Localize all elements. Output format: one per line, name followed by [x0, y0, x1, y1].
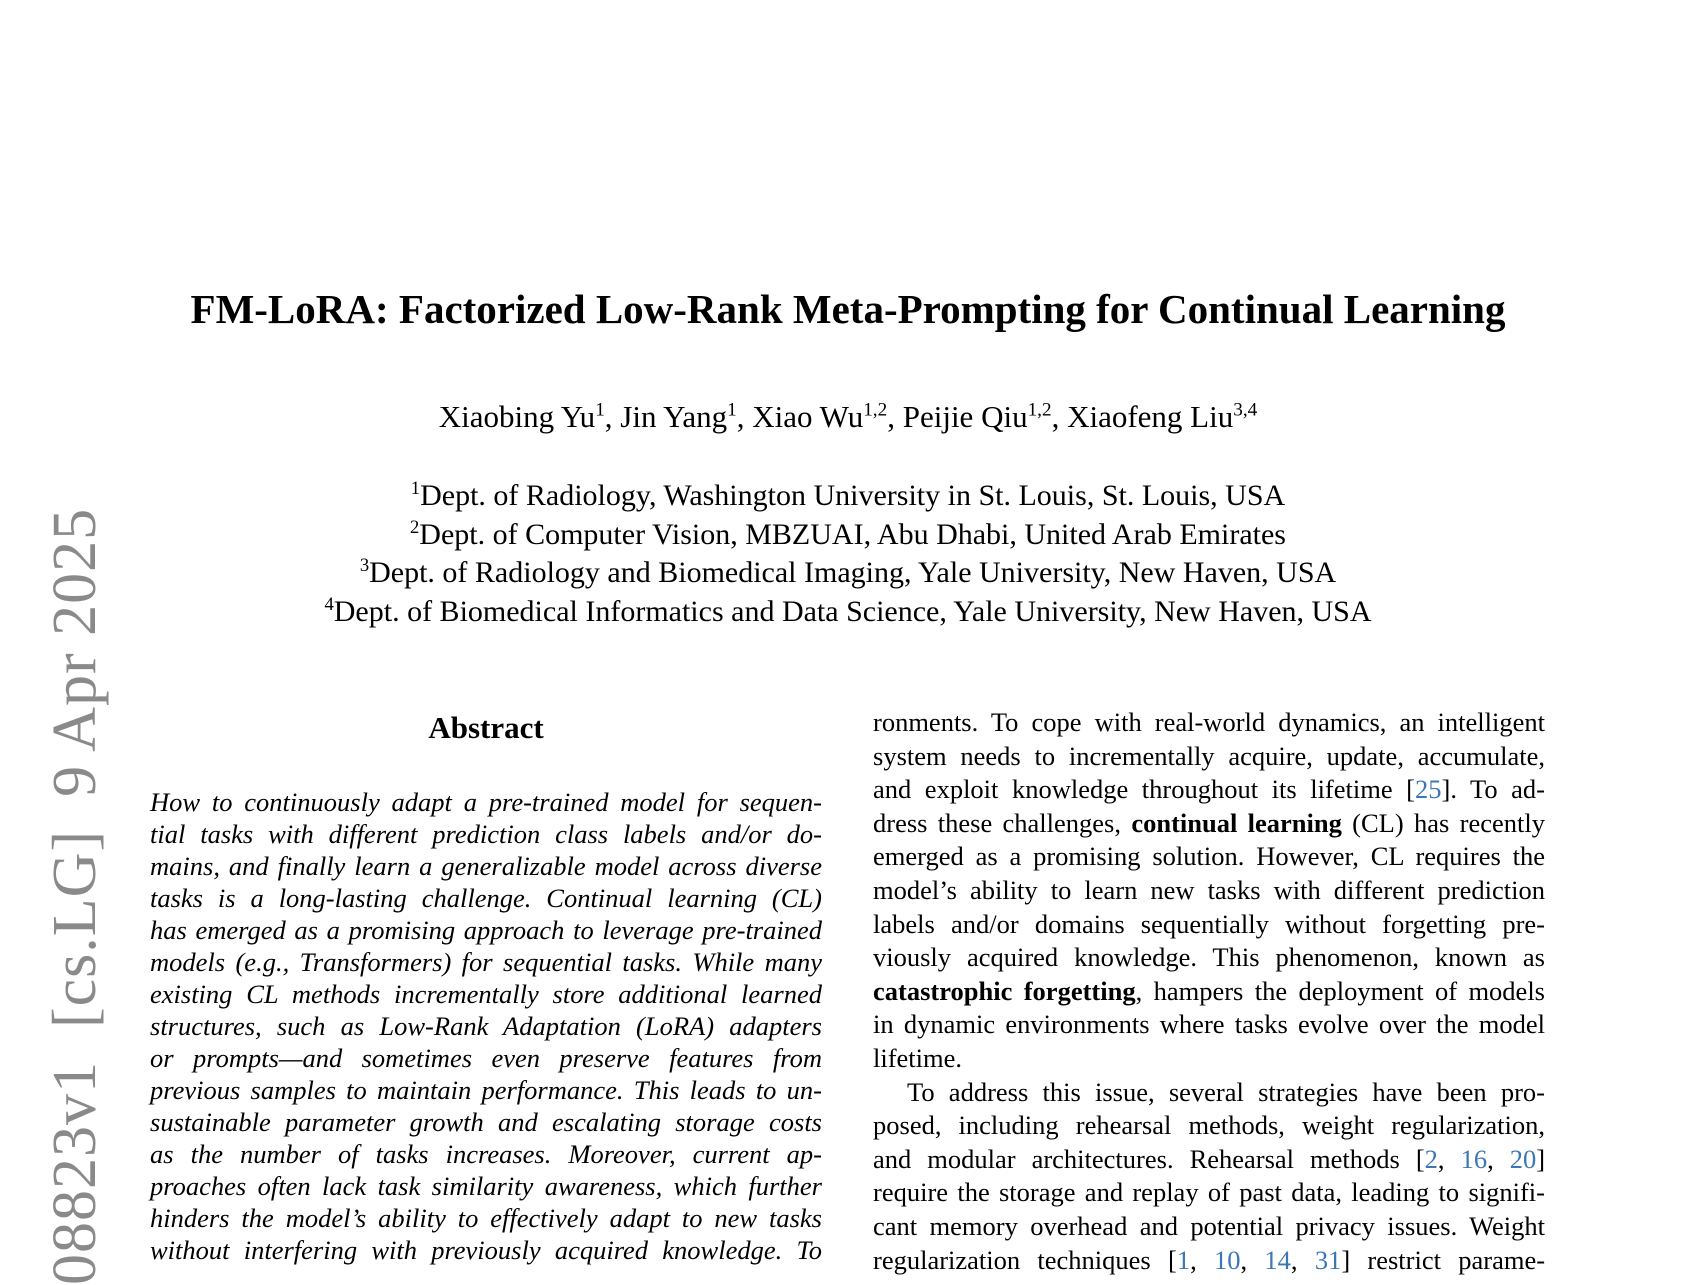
abstract-line: tasks is a long-lasting challenge. Continual learning (CL) [150, 883, 822, 913]
bold-term: continual learning [1131, 807, 1342, 838]
abstract-line: or prompts—and sometimes even preserve features from [150, 1043, 822, 1073]
affiliation-line: $^2$Dept. of Computer Vision, MBZUAI, Abu Dhabi, United Arab Emirates [409, 516, 1286, 551]
citation-link[interactable]: 25 [1415, 774, 1442, 805]
abstract-line: mains, and finally learn a generalizable model across diverse [150, 851, 822, 881]
citation-link[interactable]: 14 [1264, 1244, 1291, 1275]
author-line: Xiaobing Yu$^1$, Jin Yang$^1$, Xiao Wu$^{1,2}$, Peijie Qiu$^{1,2}$, Xiaofeng Liu$^{3,4}$ [438, 399, 1258, 434]
body-text-line: regularization techniques [1, 10, 14, 31] restrict parame- [873, 1244, 1546, 1275]
abstract-line: has emerged as a promising approach to leverage pre-trained [150, 915, 822, 945]
abstract-line: sustainable parameter growth and escalating storage costs [150, 1107, 822, 1137]
body-text-line: and modular architectures. Rehearsal methods [2, 16, 20] [873, 1143, 1546, 1174]
author-affiliation-marker: 1 [595, 399, 605, 421]
body-text-line: require the storage and replay of past data, leading to signifi- [873, 1177, 1545, 1208]
abstract-line: How to continuously adapt a pre-trained model for sequen- [150, 787, 822, 817]
abstract-line: previous samples to maintain performance. This leads to un- [150, 1075, 822, 1105]
abstract-line: as the number of tasks increases. Moreover, current ap- [150, 1139, 822, 1169]
author-affiliation-marker: 1,2 [1027, 399, 1052, 421]
citation-link[interactable]: 1 [1176, 1244, 1191, 1275]
body-text-line: cant memory overhead and potential privacy issues. Weight [873, 1210, 1545, 1241]
author: Peijie Qiu$^{1,2}$ [902, 399, 1052, 434]
affiliation-line: $^3$Dept. of Radiology and Biomedical Imaging, Yale University, New Haven, USA [359, 555, 1337, 590]
body-text-line: and exploit knowledge throughout its lifetime [25]. To ad- [873, 774, 1545, 805]
body-text-line: in dynamic environments where tasks evolve over the model [873, 1009, 1545, 1040]
abstract-line: existing CL methods incrementally store additional learned [150, 979, 822, 1009]
author-affiliation-marker: 3,4 [1233, 399, 1258, 421]
paper-title: FM-LoRA: Factorized Low-Rank Meta-Prompting for Continual Learning [190, 286, 1506, 332]
citation-link[interactable]: 2 [1424, 1143, 1438, 1174]
abstract-line: tial tasks with different prediction class labels and/or do- [150, 819, 822, 849]
body-text-line: system needs to incrementally acquire, update, accumulate, [873, 740, 1545, 771]
body-text-line: posed, including rehearsal methods, weight regularization, [873, 1110, 1545, 1141]
author: Xiaofeng Liu$^{3,4}$ [1067, 399, 1258, 434]
affiliation-marker: 2 [409, 516, 420, 538]
affiliation-line: $^1$Dept. of Radiology, Washington University in St. Louis, St. Louis, USA [410, 478, 1286, 512]
body-text-line: catastrophic forgetting, hampers the deployment of models [873, 975, 1545, 1006]
citation-link[interactable]: 16 [1460, 1143, 1488, 1174]
abstract-line: proaches often lack task similarity awareness, which further [150, 1171, 822, 1201]
affiliation-marker: 3 [359, 555, 370, 577]
abstract-heading: Abstract [428, 710, 544, 745]
body-text-line: labels and/or domains sequentially without forgetting pre- [873, 908, 1545, 939]
abstract-line: structures, such as Low-Rank Adaptation (LoRA) adapters [150, 1011, 822, 1041]
abstract-line: hinders the model’s ability to effectively adapt to new tasks [150, 1203, 822, 1233]
body-text-line: viously acquired knowledge. This phenomenon, known as [873, 942, 1545, 973]
abstract-line: models (e.g., Transformers) for sequential tasks. While many [150, 947, 822, 977]
bold-term: catastrophic forgetting [873, 975, 1136, 1006]
citation-link[interactable]: 20 [1509, 1143, 1537, 1174]
affiliation-marker: 4 [324, 593, 334, 615]
author: Xiao Wu$^{1,2}$ [752, 399, 888, 434]
body-text-line: To address this issue, several strategies have been pro- [907, 1076, 1545, 1107]
affiliation-marker: 1 [410, 478, 421, 499]
body-text-line: dress these challenges, continual learning (CL) has recently [873, 807, 1545, 838]
abstract-text [150, 786, 822, 1266]
body-text-line: ronments. To cope with real-world dynamics, an intelligent [873, 707, 1545, 737]
affiliations-block [150, 477, 1546, 631]
author-affiliation-marker: 1,2 [863, 399, 888, 421]
citation-link[interactable]: 10 [1214, 1244, 1241, 1275]
author-affiliation-marker: 1 [727, 399, 737, 421]
introduction-column-text [873, 706, 1545, 1277]
body-text-line: lifetime. [873, 1042, 963, 1073]
citation-link[interactable]: 31 [1314, 1244, 1342, 1275]
author: Jin Yang$^1$ [620, 399, 737, 434]
author: Xiaobing Yu$^1$ [438, 399, 605, 434]
body-text-line: emerged as a promising solution. However, CL requires the [873, 841, 1545, 872]
arxiv-stamp: 08823v1 [cs.LG] 9 Apr 2025 [41, 507, 109, 1285]
abstract-line: without interfering with previously acquired knowledge. To [150, 1235, 822, 1265]
body-text-line: model’s ability to learn new tasks with different prediction [873, 874, 1545, 905]
affiliation-line: $^4$Dept. of Biomedical Informatics and Data Science, Yale University, New Haven, USA [324, 593, 1372, 628]
